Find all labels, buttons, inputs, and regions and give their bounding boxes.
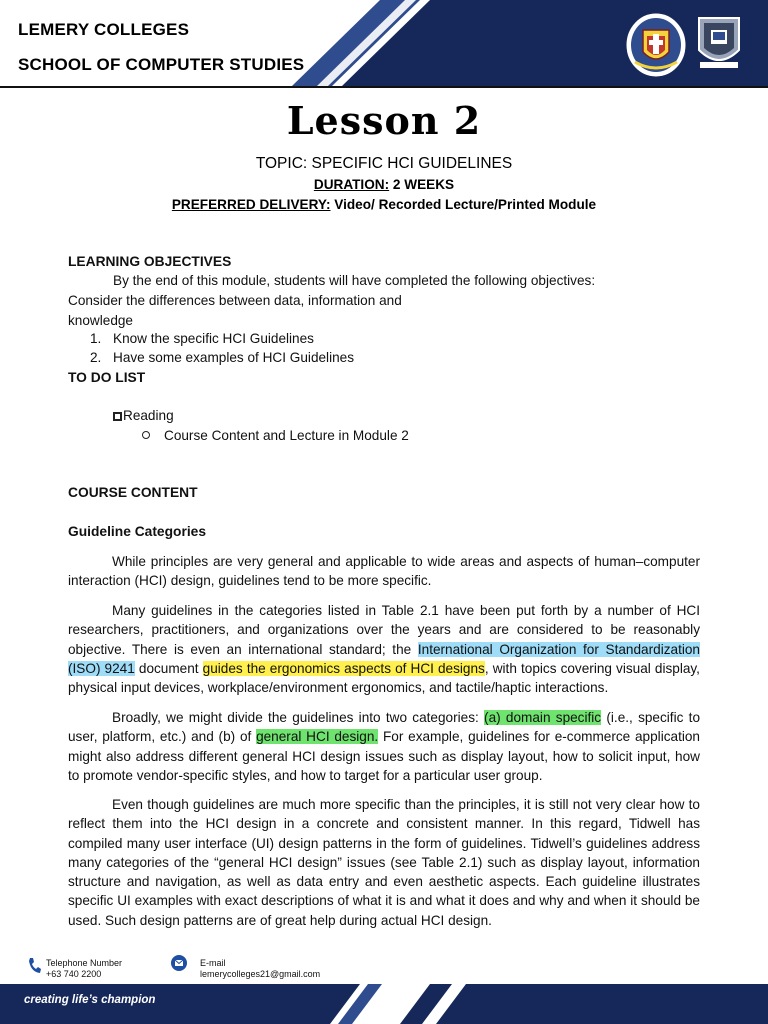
header-rule bbox=[0, 86, 768, 88]
guideline-categories-heading: Guideline Categories bbox=[68, 524, 207, 539]
todo-item-label: Reading bbox=[123, 408, 174, 423]
paragraph-2 bbox=[68, 601, 700, 697]
delivery-label: PREFERRED DELIVERY: bbox=[171, 197, 331, 212]
todo-heading: TO DO LIST bbox=[68, 370, 146, 385]
paragraph-4: Even though guidelines are much more specific than the principles, it is still not very clear how to reflect them into the HCI design in a concrete and consistent manner. In this regard, Tidwell has compiled many user interface (UI) design patterns in the form of guidelines. Tidwell’s guidelines address many categories of the “general HCI design” issues (see Table 2.1) such as display layout, information structure and navigation, as well as data entry and even aesthetic aspects. Each guideline illustrates specific UI examples with exact descriptions of what it is and what it does and why and when it should be used. Such design patterns are of great help during actual HCI design. bbox=[68, 797, 700, 928]
objectives-line2: knowledge bbox=[68, 313, 133, 328]
paragraph-1: While principles are very general and applicable to wide areas and aspects of human–computer interaction (HCI) design, guidelines tend to be more specific. bbox=[68, 554, 700, 589]
lesson-title: Lesson 2 bbox=[286, 98, 482, 143]
lesson-delivery bbox=[0, 197, 768, 212]
phone-label: Telephone Number bbox=[46, 958, 123, 968]
objectives-line1: Consider the differences between data, information and bbox=[68, 293, 402, 308]
todo-subitem-label: Course Content and Lecture in Module 2 bbox=[164, 428, 409, 443]
phone-value: +63 740 2200 bbox=[46, 969, 102, 979]
email-icon bbox=[171, 955, 187, 971]
duration-value: 2 WEEKS bbox=[389, 177, 455, 192]
email-label: E-mail bbox=[200, 958, 226, 968]
college-seal-logo bbox=[623, 10, 689, 80]
todo-subitem bbox=[142, 428, 150, 443]
phone-icon bbox=[27, 957, 41, 975]
course-content-heading: COURSE CONTENT bbox=[68, 485, 198, 500]
highlight-ergonomics: guides the ergonomics aspects of HCI designs bbox=[202, 660, 485, 676]
objective-item-1: Know the specific HCI Guidelines bbox=[113, 331, 314, 346]
highlight-domain-specific: (a) domain specific bbox=[484, 710, 602, 725]
paragraph-3-text-c: For example, guidelines for e-commerce application might also address different general HCI design issues such as display layout, how to solicit input, how to promote vendor-specific styles, and how to target for a particular user group. bbox=[68, 729, 700, 783]
highlight-iso-9241: International Organization for Standardization (ISO) 9241 bbox=[68, 641, 700, 676]
circle-bullet-icon bbox=[142, 431, 150, 439]
footer-slogan: creating life’s champion bbox=[24, 994, 156, 1006]
highlight-general-hci: general HCI design. bbox=[256, 729, 379, 745]
objective-item-2: Have some examples of HCI Guidelines bbox=[113, 350, 355, 365]
email-value: lemerycolleges21@gmail.com bbox=[200, 969, 321, 979]
school-name: LEMERY COLLEGES bbox=[18, 20, 190, 39]
lesson-duration bbox=[0, 177, 768, 192]
paragraph-2-text-a: Many guidelines in the categories listed in Table 2.1 have been put forth by a number of HCI researchers, practitioners, and organizations over the years and are considered to be reasonably objective. There is even an international standard; the bbox=[68, 603, 700, 657]
paragraph-3-text-b: (i.e., specific to user, platform, etc.) and (b) of bbox=[68, 710, 700, 745]
paragraph-3 bbox=[68, 708, 700, 785]
duration-label: DURATION: bbox=[313, 177, 390, 192]
checkbox-icon bbox=[113, 412, 122, 421]
paragraph-3-text-a: Broadly, we might divide the guidelines into two categories: bbox=[112, 710, 485, 725]
objective-item-2-number: 2. bbox=[90, 350, 102, 365]
department-logo bbox=[696, 14, 742, 72]
todo-item-reading bbox=[113, 408, 174, 423]
paragraph-2-text-c: , with topics covering visual display, physical input devices, workplace/environment ergonomics, and tactile/haptic interactions. bbox=[68, 660, 700, 696]
department-name: SCHOOL OF COMPUTER STUDIES bbox=[18, 55, 305, 74]
objective-item-1-number: 1. bbox=[90, 331, 102, 346]
lesson-topic: TOPIC: SPECIFIC HCI GUIDELINES bbox=[255, 155, 513, 172]
paragraph-2-text-b: document bbox=[134, 660, 203, 676]
objectives-heading: LEARNING OBJECTIVES bbox=[68, 254, 232, 269]
objectives-intro: By the end of this module, students will have completed the following objectives: bbox=[113, 273, 596, 288]
delivery-value: Video/ Recorded Lecture/Printed Module bbox=[330, 197, 597, 212]
